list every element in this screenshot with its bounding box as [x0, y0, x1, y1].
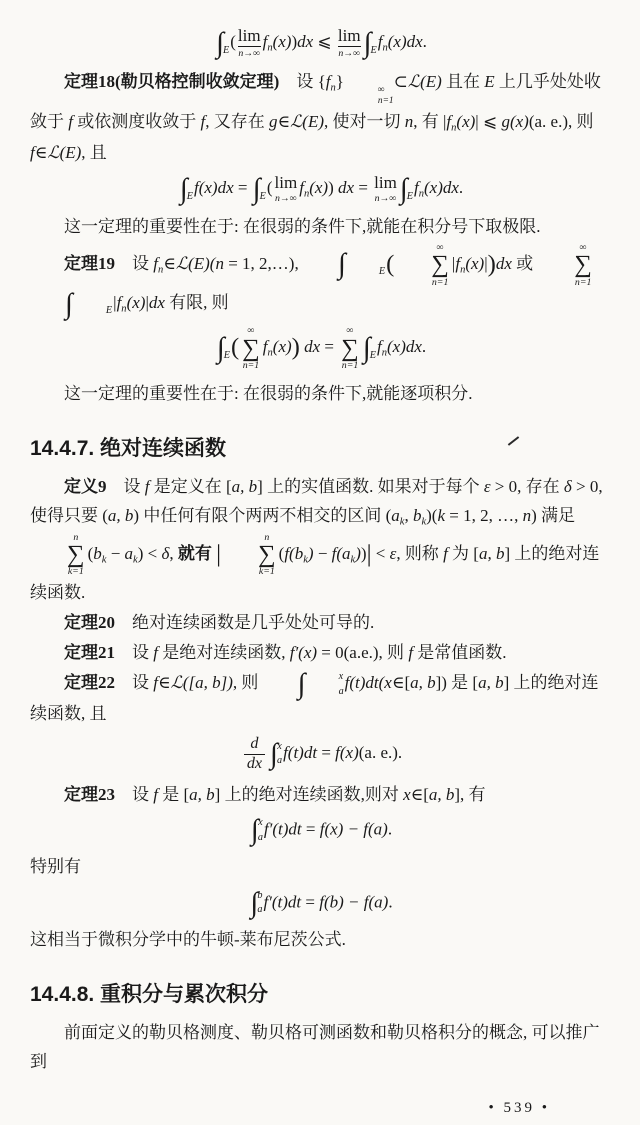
math-var: f	[30, 142, 35, 162]
summation-sign: n ∑ k=1	[67, 531, 85, 578]
bold-label: 定理19	[64, 253, 115, 273]
text-run: , 使对一切	[324, 112, 405, 132]
math-var: dx	[338, 178, 355, 198]
integral-sign: ∫ E	[337, 248, 386, 281]
math-var: dx	[297, 32, 314, 52]
text-run: 绝对连续函数是几乎处处可导的.	[115, 612, 375, 632]
text-run: 或依测度收敛于	[72, 112, 201, 132]
math-var: f	[153, 785, 158, 805]
big-delimiter: )	[291, 334, 300, 362]
math-var: a, b	[428, 785, 455, 805]
math-var: (x)	[272, 32, 292, 52]
text-run: , 则称	[396, 543, 444, 563]
math-var: f	[200, 112, 206, 132]
text-run: , 有 |	[413, 112, 447, 132]
math-var: f	[413, 178, 419, 198]
bold-label: 就有	[177, 543, 212, 563]
page-number: • 539 •	[488, 1100, 550, 1117]
formula-ftc-x	[30, 816, 612, 845]
text-run: 这一定理的重要性在于: 在很弱的条件下,就能逐项积分.	[64, 383, 473, 403]
text-run: .	[458, 178, 464, 198]
text-run: ∈	[157, 673, 171, 693]
text-run: 设	[115, 253, 154, 273]
text-run: ∈	[34, 142, 48, 162]
text-run: ] 上的绝对连续函数.	[30, 543, 600, 602]
summation-sign: ∞ ∑ n=1	[242, 325, 260, 372]
liminf-operator: lim n→∞	[337, 26, 361, 59]
text-run: 设	[106, 476, 145, 496]
text-run: (	[278, 543, 285, 563]
formula-ftc-b	[30, 886, 612, 919]
subscript: k	[101, 553, 107, 565]
math-var: f	[153, 673, 158, 693]
text-run: = 1, 2,…),	[223, 253, 303, 273]
subscript: k	[133, 553, 138, 565]
math-var: )	[307, 543, 314, 563]
math-var: f	[455, 253, 461, 273]
text-run: 设	[115, 643, 154, 663]
theorem-23	[30, 780, 612, 809]
limit-operator: lim n→∞	[374, 172, 397, 204]
text-run: )	[291, 32, 298, 52]
text-run: ⊂	[393, 71, 408, 91]
subscript: k	[350, 553, 356, 565]
math-var: x	[403, 785, 411, 805]
bold-label: 定理20	[64, 612, 115, 632]
subscript: n	[121, 303, 127, 315]
integral-sign: ∫ x a	[250, 814, 263, 847]
text-run: ] 上的绝对连续函数,则对	[214, 785, 404, 805]
text-run: , 且	[81, 142, 107, 162]
math-var: b	[412, 506, 422, 526]
text-run: 这一定理的重要性在于: 在很弱的条件下,就能在积分号下取极限.	[64, 216, 541, 236]
text-run: ⩽	[313, 32, 336, 52]
text-run: (a. e.).	[358, 743, 403, 763]
text-run: .	[421, 337, 427, 357]
math-var: (x)	[272, 337, 292, 357]
definition-9	[30, 472, 612, 607]
text-run: (	[266, 178, 273, 198]
formula-fatou-lemma	[30, 27, 612, 60]
math-var: f	[262, 32, 268, 52]
math-var: (x)dx	[387, 32, 423, 52]
text-run: ∈[	[410, 785, 429, 805]
text-run: 这相当于微积分学中的牛顿-莱布尼茨公式.	[30, 929, 346, 949]
text-run: .	[387, 819, 393, 839]
big-delimiter: (	[230, 334, 240, 362]
text-run: 上几乎处处收敛于	[30, 71, 601, 132]
text-run: =	[317, 743, 336, 763]
text-run: )	[328, 178, 339, 198]
text-run: , 又存在	[205, 112, 269, 132]
integral-sign: ∫ E	[65, 287, 113, 320]
text-run: (a. e.), 则	[528, 112, 594, 132]
integral-sign: ∫ E	[216, 26, 230, 59]
text-run: |	[451, 253, 456, 273]
text-run: |	[484, 253, 488, 273]
limit-operator: lim n→∞	[274, 172, 298, 204]
text-run: −	[313, 543, 332, 563]
math-var: dx	[299, 337, 321, 357]
math-var: f	[262, 337, 268, 357]
text-run: (	[87, 543, 94, 563]
math-var: f(a	[331, 543, 351, 563]
bold-label: 定理18(勒贝格控制收敛定理)	[64, 71, 280, 91]
big-delimiter: |	[216, 540, 222, 568]
summation-sign: ∞ ∑ n=1	[431, 241, 449, 288]
math-var: f(t)dt	[283, 743, 318, 763]
text-run: (	[230, 32, 236, 52]
text-run: 设	[115, 673, 154, 693]
theorem-20	[30, 608, 612, 637]
math-var: f	[446, 112, 452, 132]
math-var: n	[522, 506, 532, 526]
sub-sup-stack: ∞ n=1	[377, 84, 394, 107]
big-delimiter: )	[487, 250, 496, 278]
subscript: n	[157, 264, 164, 276]
math-var: n	[404, 112, 414, 132]
newton-leibniz-remark	[30, 925, 612, 954]
subscript: n	[267, 347, 273, 359]
integral-sign: ∫ E	[399, 172, 413, 205]
math-var: a, b	[478, 543, 505, 563]
math-var: (x)	[465, 253, 485, 273]
summation-sign: n ∑ k=1	[258, 531, 276, 578]
text-run: ∈	[163, 253, 176, 273]
text-run: <	[371, 543, 390, 563]
math-var: ε	[483, 476, 491, 496]
text-run: > 0, 使得只要 (	[30, 476, 603, 526]
formula-differentiation-of-integral	[30, 735, 612, 773]
text-run: |	[113, 292, 117, 312]
text-run: ], 有	[454, 785, 486, 805]
math-var: (x)dx	[387, 337, 422, 357]
subscript: n	[267, 42, 273, 54]
bold-label: 定理21	[64, 643, 115, 663]
text-run: ,	[404, 506, 413, 526]
text-run: ) <	[137, 543, 162, 563]
math-var: f	[325, 71, 331, 91]
bold-label: 定义9	[64, 476, 107, 496]
theorem-19	[30, 242, 612, 319]
theorem-22	[30, 668, 612, 728]
math-var: f(b) − f(a)	[319, 891, 389, 911]
text-run: ∈	[277, 112, 291, 132]
math-var: dx	[495, 253, 512, 273]
text-run: 且在	[441, 71, 485, 91]
math-var: a, b	[231, 476, 258, 496]
math-var: a, b	[189, 785, 215, 805]
text-run: ) 满足	[531, 506, 576, 526]
text-run: −	[106, 543, 125, 563]
math-var: a	[124, 543, 134, 563]
math-var: E	[484, 71, 495, 91]
text-run: ,	[169, 543, 178, 563]
text-run: 设	[115, 785, 154, 805]
liminf-operator: lim n→∞	[237, 26, 261, 59]
math-var: f′(t)dt	[263, 819, 302, 839]
text-run: .	[422, 32, 427, 52]
math-var: f	[443, 543, 448, 563]
math-var: ε	[389, 543, 397, 563]
math-var: k	[437, 506, 445, 526]
math-var: f	[144, 476, 150, 496]
summation-sign: ∞ ∑ n=1	[341, 325, 359, 372]
integral-sign: ∫ x a	[270, 737, 283, 770]
text-run: = 0(a.e.), 则	[317, 643, 409, 663]
math-var: f	[153, 253, 158, 273]
section-14-4-8-intro	[30, 1018, 612, 1076]
remark-theorem-18	[30, 212, 612, 241]
math-var: δ	[563, 476, 572, 496]
formula-term-by-term-integration	[30, 325, 612, 371]
bold-label: 定理23	[64, 785, 115, 805]
math-var: f	[299, 178, 304, 198]
math-var: f(b	[284, 543, 304, 563]
math-var: (x)	[309, 178, 329, 198]
text-run: 有限, 则	[164, 292, 229, 312]
text-run: 是定义在 [	[149, 476, 232, 496]
subscript: n	[460, 264, 466, 276]
math-var: dx	[148, 292, 165, 312]
theorem-18	[30, 67, 612, 167]
text-run: =	[301, 819, 320, 839]
text-run: ∈[	[391, 673, 411, 693]
text-run: 是 [	[157, 785, 190, 805]
math-var: a, b	[478, 673, 504, 693]
text-run: ] 上的实值函数. 如果对于每个	[257, 476, 484, 496]
subscript: n	[418, 188, 424, 200]
math-var: f(x)	[335, 743, 359, 763]
remark-theorem-19	[30, 379, 612, 408]
math-var: f	[116, 292, 122, 312]
math-var: f	[377, 32, 383, 52]
subscript: k	[399, 516, 405, 528]
text-run: | ⩽	[475, 112, 502, 132]
text-run: =	[301, 891, 320, 911]
subscript: k	[421, 516, 427, 528]
text-run: =	[233, 178, 252, 198]
integral-sign: ∫ E	[363, 26, 377, 59]
math-var: f	[408, 643, 414, 663]
math-var: a	[391, 506, 400, 526]
text-run: ) 中任何有限个两两不相交的区间 (	[133, 506, 392, 526]
summation-sign: ∞ ∑ n=1	[574, 241, 592, 288]
text-run: 是绝对连续函数,	[157, 643, 290, 663]
text-run: 前面定义的勒贝格测度、勒贝格可测函数和勒贝格积分的概念, 可以推广到	[30, 1022, 600, 1071]
integral-sign: ∫ E	[252, 172, 266, 205]
math-var: ℒ(E)	[47, 142, 82, 162]
math-var: (x)dx	[423, 178, 459, 198]
math-var: b	[93, 543, 102, 563]
math-var: f	[377, 337, 382, 357]
text-run: )(	[426, 506, 438, 526]
text-run: 是常值函数.	[413, 643, 507, 663]
subscript: n	[381, 347, 387, 359]
fraction: $\frac{d}{dx}$	[244, 735, 265, 773]
subscript: n	[303, 188, 310, 200]
math-var: g	[268, 112, 278, 132]
integral-sign: ∫ x a	[297, 667, 344, 700]
text-run: ] 上的绝对连续函数, 且	[30, 673, 599, 723]
integral-sign: ∫ E	[362, 332, 376, 365]
integral-sign: ∫ E	[179, 172, 193, 205]
math-var: )	[355, 543, 361, 563]
subscript: n	[330, 82, 336, 94]
big-delimiter: (	[386, 250, 395, 278]
text-run: )	[360, 543, 367, 563]
text-run: }	[335, 71, 344, 91]
subscript: n	[382, 42, 388, 54]
text-run: .	[388, 891, 393, 911]
math-var: (x)	[126, 292, 146, 312]
section-heading-14-4-7: 14.4.7. 绝对连续函数	[30, 432, 612, 462]
text-run: ]) 是 [	[435, 673, 479, 693]
integral-sign: ∫ E	[216, 332, 230, 365]
subscript: n	[451, 122, 457, 134]
theorem-21	[30, 638, 612, 667]
text-run: 设 {	[279, 71, 326, 91]
text-run: =	[320, 337, 339, 357]
math-var: f(x) − f(a)	[319, 819, 388, 839]
math-var: ℒ(E)	[290, 112, 325, 132]
text-run: 为 [	[447, 543, 479, 563]
math-var: a, b	[410, 673, 436, 693]
math-var: ℒ([a, b])	[170, 673, 233, 693]
math-var: f	[68, 112, 73, 132]
text-run: =	[354, 178, 373, 198]
text-run: |	[145, 292, 149, 312]
math-var: ℒ(E)	[407, 71, 442, 91]
scan-artifact-mark	[508, 436, 519, 446]
math-var: ℒ(E)(n	[175, 253, 224, 273]
text-run: , 则	[232, 673, 263, 693]
section-heading-14-4-8: 14.4.8. 重积分与累次积分	[30, 982, 269, 1006]
text-run: > 0, 存在	[490, 476, 564, 496]
math-var: a, b	[107, 506, 134, 526]
math-var: g(x)	[501, 112, 529, 132]
math-var: δ	[161, 543, 170, 563]
math-var: (x)	[456, 112, 476, 132]
big-delimiter: |	[366, 540, 372, 568]
bold-label: 定理22	[64, 673, 115, 693]
integral-sign: ∫ b a	[250, 886, 263, 919]
text-run: 或	[511, 253, 538, 273]
subscript: k	[303, 553, 308, 565]
math-var: f(t)dt(x	[344, 673, 392, 693]
math-var: f′(x)	[289, 643, 318, 663]
in-particular	[30, 852, 612, 881]
text-run: 特别有	[30, 857, 81, 877]
math-var: f(x)dx	[193, 178, 234, 198]
math-var: f	[153, 643, 158, 663]
math-var: f′(t)dt	[263, 891, 302, 911]
formula-dominated-convergence	[30, 174, 612, 205]
text-run: = 1, 2, …,	[445, 506, 523, 526]
